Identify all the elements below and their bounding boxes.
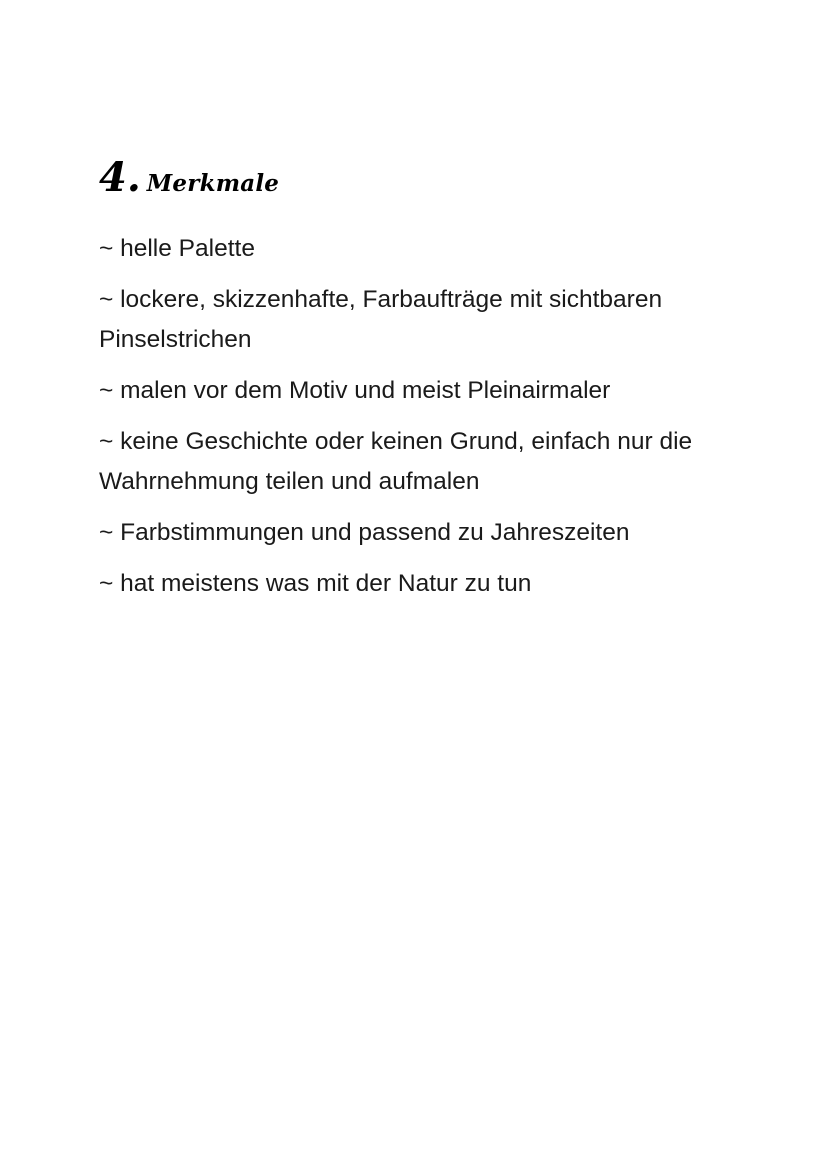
- list-item: ~ helle Palette: [99, 235, 255, 262]
- section-number: 4.: [99, 154, 141, 201]
- list-item: ~ malen vor dem Motiv und meist Pleinairmaler: [99, 377, 611, 404]
- list-item: ~ Farbstimmungen und passend zu Jahreszeiten: [99, 519, 630, 546]
- list-item: ~ lockere, skizzenhafte, Farbaufträge mit sichtbaren Pinselstrichen: [99, 286, 663, 353]
- list-item: ~ hat meistens was mit der Natur zu tun: [99, 570, 532, 597]
- feature-list: [99, 229, 739, 615]
- section-heading: [99, 154, 280, 201]
- list-item: ~ keine Geschichte oder keinen Grund, einfach nur die Wahrnehmung teilen und aufmalen: [99, 428, 693, 495]
- section-title: Merkmale: [146, 170, 280, 197]
